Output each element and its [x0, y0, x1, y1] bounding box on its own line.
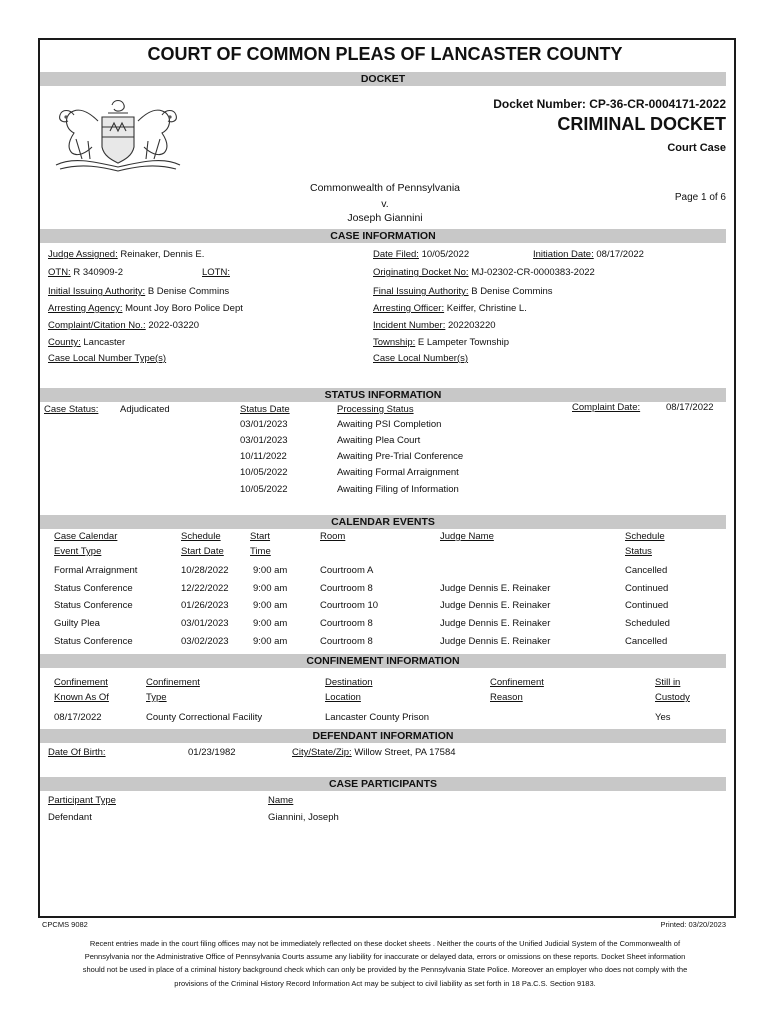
incident-number: Incident Number: 202203220: [373, 320, 496, 331]
event-judge: Judge Dennis E. Reinaker: [440, 583, 551, 594]
confinement-bar: [40, 654, 726, 668]
arresting-officer: Arresting Officer: Keiffer, Christine L.: [373, 303, 527, 314]
col-schedule-status: Status: [625, 546, 652, 557]
calendar-bar: [40, 515, 726, 529]
printed-date: Printed: 03/20/2023: [660, 920, 726, 929]
calendar-heading: CALENDAR EVENTS: [331, 516, 435, 528]
defendant-bar: [40, 729, 726, 743]
col-start-date: Schedule: [181, 531, 221, 542]
col-confinement-type: Confinement: [146, 677, 200, 688]
event-room: Courtroom 8: [320, 636, 373, 647]
event-date: 03/02/2023: [181, 636, 229, 647]
col-destination: Location: [325, 692, 361, 703]
status-date: 03/01/2023: [240, 435, 288, 446]
caption-versus: v.: [381, 198, 389, 210]
col-still-in-custody: Custody: [655, 692, 690, 703]
case-info-heading: CASE INFORMATION: [330, 230, 436, 242]
event-date: 10/28/2022: [181, 565, 229, 576]
col-destination: Destination: [325, 677, 373, 688]
event-time: 9:00 am: [253, 618, 288, 629]
confinement-known-as-of: 08/17/2022: [54, 712, 102, 723]
complaint-date-value: 08/17/2022: [666, 402, 714, 413]
form-id: CPCMS 9082: [42, 920, 88, 929]
docket-number: Docket Number: CP-36-CR-0004171-2022: [493, 97, 726, 111]
arresting-agency: Arresting Agency: Mount Joy Boro Police Dept: [48, 303, 243, 314]
confinement-heading: CONFINEMENT INFORMATION: [306, 655, 460, 667]
participant-type: Defendant: [48, 812, 92, 823]
case-status-label: Case Status:: [44, 404, 99, 415]
event-status: Continued: [625, 600, 669, 611]
case-info-bar: [40, 229, 726, 243]
case-status-value: Adjudicated: [120, 404, 170, 415]
processing-status: Awaiting Pre-Trial Conference: [337, 451, 464, 462]
case-local-number-type: Case Local Number Type(s): [48, 353, 167, 364]
caption-plaintiff: Commonwealth of Pennsylvania: [310, 182, 460, 194]
status-info-heading: STATUS INFORMATION: [324, 389, 442, 401]
event-type: Status Conference: [54, 636, 133, 647]
col-reason: Reason: [490, 692, 523, 703]
status-date: 10/05/2022: [240, 484, 288, 495]
participants-bar: [40, 777, 726, 791]
event-time: 9:00 am: [253, 583, 288, 594]
col-confinement-type: Type: [146, 692, 167, 703]
status-date: 10/05/2022: [240, 467, 288, 478]
otn: OTN: R 340909-2: [48, 267, 123, 278]
event-type: Formal Arraignment: [54, 565, 138, 576]
docket-bar: [40, 72, 726, 86]
col-reason: Confinement: [490, 677, 544, 688]
date-filed: Date Filed: 10/05/2022: [373, 249, 470, 260]
event-time: 9:00 am: [253, 636, 288, 647]
event-time: 9:00 am: [253, 600, 288, 611]
event-date: 01/26/2023: [181, 600, 229, 611]
processing-status: Awaiting Plea Court: [337, 435, 421, 446]
court-title: COURT OF COMMON PLEAS OF LANCASTER COUNTY: [147, 44, 623, 64]
case-kind: Court Case: [667, 142, 726, 154]
dob-label: Date Of Birth:: [48, 747, 106, 758]
col-judge: Judge Name: [440, 531, 494, 542]
confinement-still-in-custody: Yes: [655, 712, 671, 723]
event-type: Guilty Plea: [54, 618, 100, 629]
lotn: LOTN:: [202, 267, 230, 278]
event-status: Scheduled: [625, 618, 670, 629]
event-judge: Judge Dennis E. Reinaker: [440, 600, 551, 611]
township: Township: E Lampeter Township: [373, 337, 510, 348]
processing-status: Awaiting PSI Completion: [337, 419, 442, 430]
complaint-citation: Complaint/Citation No.: 2022-03220: [48, 320, 200, 331]
status-date-header: Status Date: [240, 404, 290, 415]
complaint-date-label: Complaint Date:: [572, 402, 641, 413]
participant-name: Giannini, Joseph: [268, 812, 339, 823]
status-date: 03/01/2023: [240, 419, 288, 430]
county: County: Lancaster: [48, 337, 126, 348]
city-state-zip: City/State/Zip: Willow Street, PA 17584: [292, 747, 456, 758]
event-room: Courtroom A: [320, 565, 374, 576]
docket-label: DOCKET: [360, 73, 406, 85]
col-start-date: Start Date: [181, 546, 224, 557]
initiation-date: Initiation Date: 08/17/2022: [533, 249, 644, 260]
col-room: Room: [320, 531, 346, 542]
event-judge: Judge Dennis E. Reinaker: [440, 636, 551, 647]
caption-defendant: Joseph Giannini: [347, 212, 423, 224]
col-start-time: Time: [250, 546, 271, 557]
judge-assigned: Judge Assigned: Reinaker, Dennis E.: [48, 249, 205, 260]
col-known-as-of: Confinement: [54, 677, 108, 688]
disclaimer: Recent entries made in the court filing offices may not be immediately reflected on these docket sheets . Neither the courts of the Unified Judicial System of the Commonwealth of Pennsylvania nor the Administrative Office of Pennsylvania Courts assume any liability for inaccurate or delayed data, errors or omissions on these reports. Docket Sheet information should not be used in place of a criminal history background check which can only be provided by the Pennsylvania State Police. Moreover an employer who does not comply with the provisions of the Criminal History Record Information Act may be subject to civil liability as set forth in 18 Pa.C.S. Section 9183.: [82, 939, 688, 988]
col-known-as-of: Known As Of: [54, 692, 109, 703]
col-still-in-custody: Still in: [655, 677, 681, 688]
col-event-type: Event Type: [54, 546, 102, 557]
case-local-numbers: Case Local Number(s): [373, 353, 469, 364]
confinement-destination: Lancaster County Prison: [325, 712, 430, 723]
participants-heading: CASE PARTICIPANTS: [328, 778, 438, 790]
page-indicator: Page 1 of 6: [674, 192, 726, 203]
col-start-time: Start: [250, 531, 271, 542]
event-judge: Judge Dennis E. Reinaker: [440, 618, 551, 629]
status-info-bar: [40, 388, 726, 402]
event-status: Cancelled: [625, 636, 668, 647]
col-participant-type: Participant Type: [48, 795, 116, 806]
pennsylvania-seal-icon: [52, 95, 184, 175]
event-time: 9:00 am: [253, 565, 288, 576]
event-status: Cancelled: [625, 565, 668, 576]
processing-status: Awaiting Filing of Information: [337, 484, 459, 495]
event-room: Courtroom 10: [320, 600, 379, 611]
event-status: Continued: [625, 583, 669, 594]
event-date: 03/01/2023: [181, 618, 229, 629]
processing-status-header: Processing Status: [337, 404, 414, 415]
originating-docket: Originating Docket No: MJ-02302-CR-0000383-2022: [373, 267, 595, 278]
initial-issuing-authority: Initial Issuing Authority: B Denise Commins: [48, 286, 230, 297]
event-type: Status Conference: [54, 600, 133, 611]
defendant-heading: DEFENDANT INFORMATION: [312, 730, 454, 742]
col-schedule-status: Schedule: [625, 531, 665, 542]
col-participant-name: Name: [268, 795, 294, 806]
event-room: Courtroom 8: [320, 583, 373, 594]
event-type: Status Conference: [54, 583, 133, 594]
docket-type: CRIMINAL DOCKET: [557, 114, 726, 134]
processing-status: Awaiting Formal Arraignment: [337, 467, 459, 478]
status-date: 10/11/2022: [240, 451, 287, 462]
col-event-type: Case Calendar: [54, 531, 118, 542]
dob-value: 01/23/1982: [188, 747, 236, 758]
event-date: 12/22/2022: [181, 583, 229, 594]
event-room: Courtroom 8: [320, 618, 373, 629]
final-issuing-authority: Final Issuing Authority: B Denise Commins: [373, 286, 553, 297]
confinement-type: County Correctional Facility: [146, 712, 263, 723]
